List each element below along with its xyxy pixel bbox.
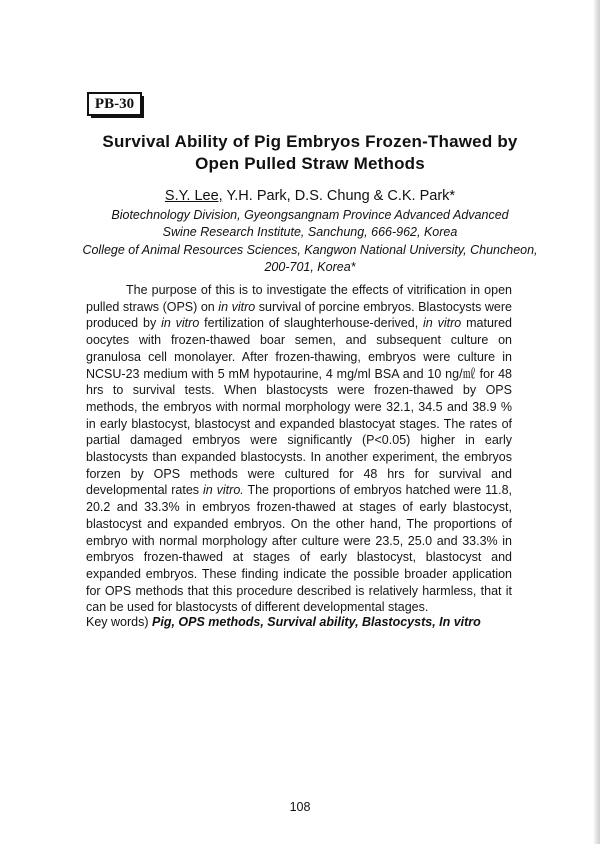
abstract-code: PB-30: [94, 96, 135, 112]
title-line-2: Open Pulled Straw Methods: [195, 154, 425, 173]
abstract-italic-term: in vitro.: [202, 483, 244, 498]
authors: [60, 187, 560, 205]
page-number: 108: [289, 800, 311, 814]
affiliation-2-line-1: College of Animal Resources Sciences, Kangwon National University, Chuncheon,: [82, 243, 538, 257]
affiliation-2-line-2: 200-701, Korea*: [264, 260, 356, 274]
abstract-text: The purpose of this is to investigate the effects of vitrification in open pulled straws (OPS) on: [86, 283, 512, 314]
keywords-label: Key words): [86, 615, 149, 629]
affiliation-2: [60, 242, 560, 276]
affiliation-1-line-2: Swine Research Institute, Sanchung, 666-962, Korea: [162, 225, 458, 239]
title-line-1: Survival Ability of Pig Embryos Frozen-Thawed by: [102, 132, 518, 151]
affiliation-1: [60, 207, 560, 241]
presenting-author: S.Y. Lee,: [164, 188, 223, 204]
affiliation-1-line-1: Biotechnology Division, Gyeongsangnam Province Advanced Advanced: [111, 208, 509, 222]
abstract-code-box: [87, 92, 142, 116]
abstract-text: matured oocytes with frozen-thawed boar semen, and subsequent culture on granulosa cell monolayer. After frozen-thawing, embryos were culture in NCSU-23 medium with 5 mM hypotaurine, 4 mg/ml BSA and 10 ng/㎖ for 48 hrs to survival tests. When blastocysts were frozen-thawed by OPS methods, the embryos with normal morphology were 32.1, 34.5 and 38.9 % in early blastocyst, blastocyst and expanded blastocyat stages. The rates of partial damaged embryos were significantly (P<0.05) higher in early blastocysts than expanded blastocysts. In another experiment, the embryos forzen by OPS methods were cultured for 48 hrs for survival and developmental rates: [86, 316, 512, 498]
abstract-body: [86, 282, 512, 616]
abstract-text: The proportions of embryos hatched were 11.8, 20.2 and 33.3% in embryos frozen-thawed at stages of early blastocyst, blastocyst and expanded embryos. On the other hand, The proportions of embryo with normal morphology after culture were 23.5, 25.0 and 33.3% in embryos frozen-thawed at stages of early blastocyst, blastocyst and expanded embryos. These finding indicate the possible broader application for OPS methods that this procedure described is relatively harmless, that it can be used for blastocysts of different developmental stages.: [86, 483, 512, 615]
abstract-italic-term: in vitro: [218, 299, 256, 314]
keywords-terms: Pig, OPS methods, Survival ability, Blastocysts, In vitro: [152, 615, 481, 629]
abstract-italic-term: in vitro: [161, 316, 200, 331]
abstract-italic-term: in vitro: [423, 316, 462, 331]
co-authors: Y.H. Park, D.S. Chung & C.K. Park*: [222, 188, 456, 204]
abstract-text: fertilization of slaughterhouse-derived,: [199, 316, 424, 331]
scan-edge: [594, 0, 600, 844]
keywords: [86, 614, 526, 630]
paper-title: [60, 131, 560, 175]
abstract-text: survival of porcine embryos. Blastocysts were produced by: [86, 299, 512, 331]
